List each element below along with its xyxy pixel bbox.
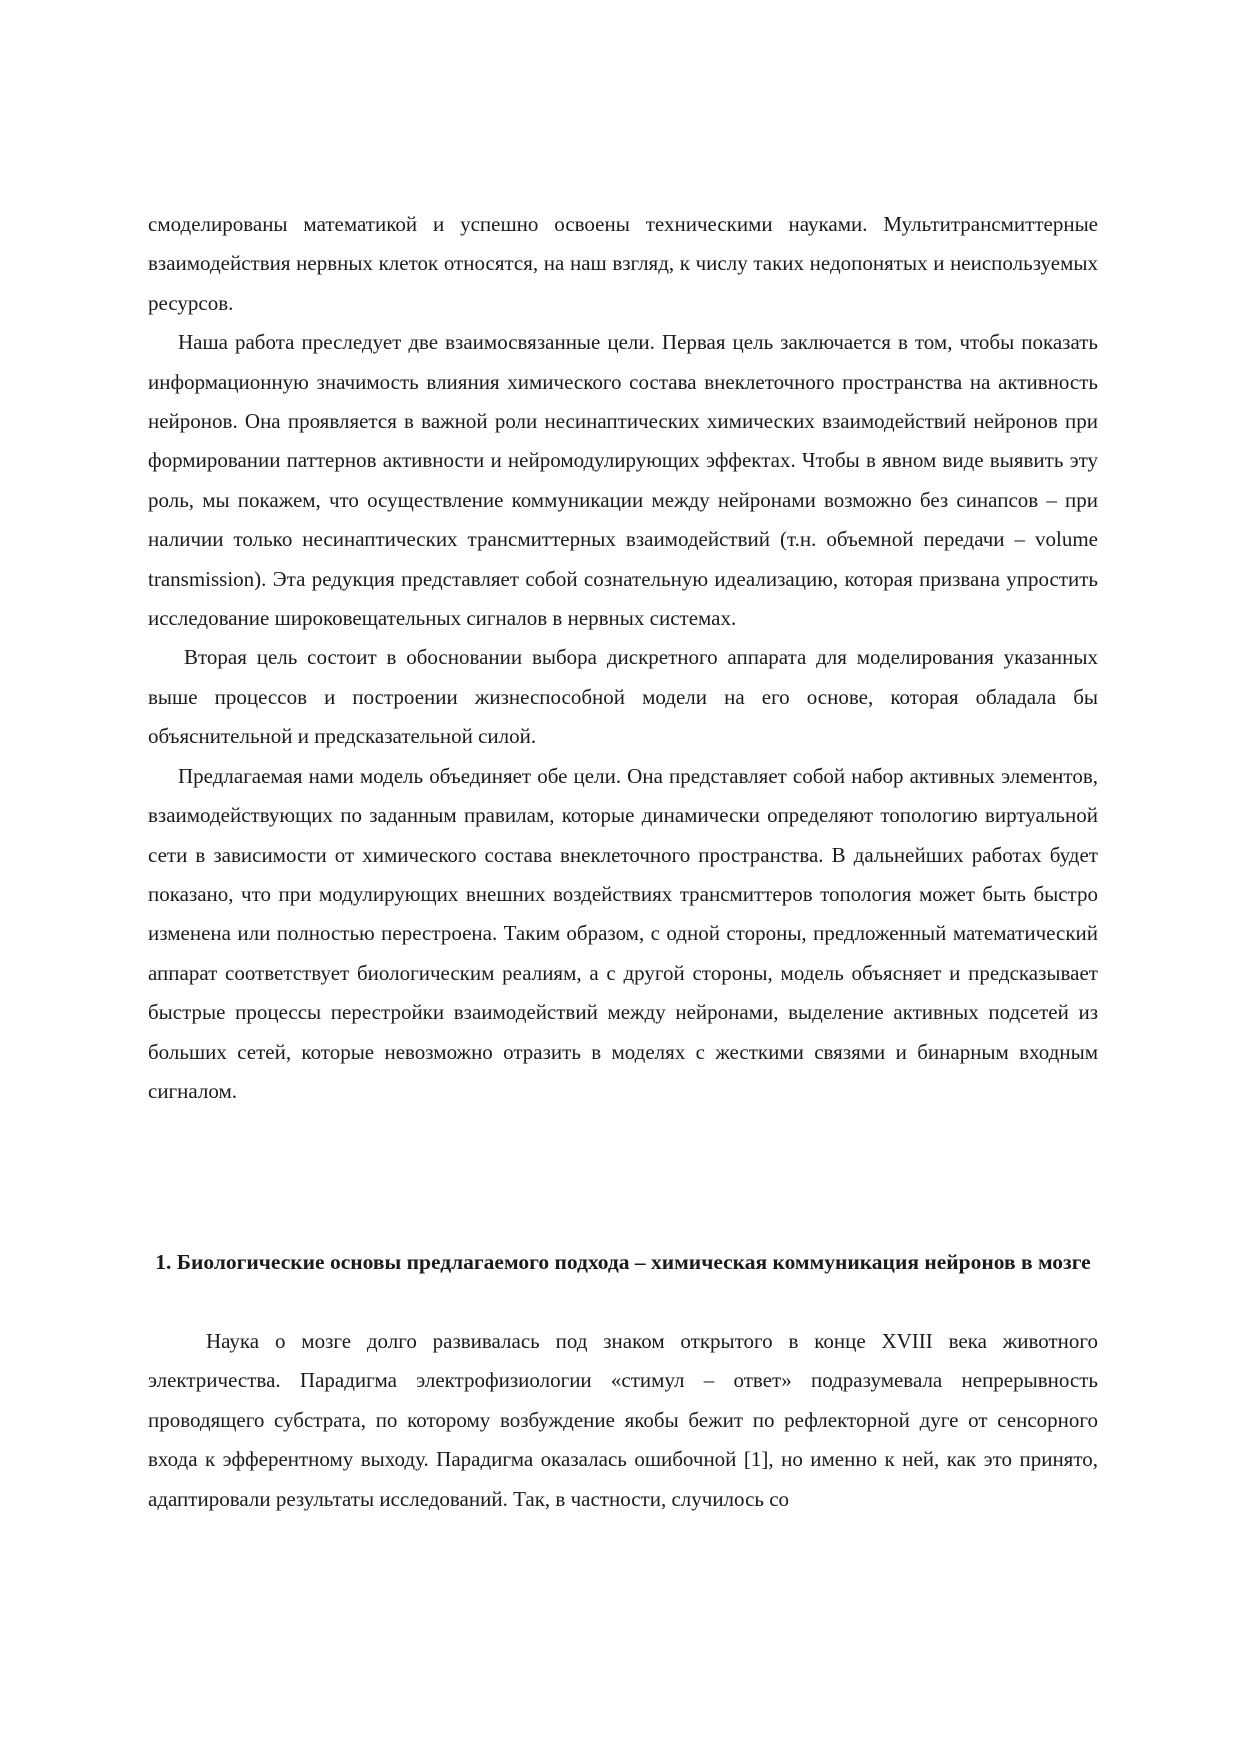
body-text-lower <box>148 1322 1098 1519</box>
paragraph-goals: Наша работа преследует две взаимосвязанные цели. Первая цель заключается в том, чтобы показать информационную значимость влияния химического состава внеклеточного пространства на активность нейронов. Она проявляется в важной роли несинаптических химических взаимодействий нейронов при формировании паттернов активности и нейромодулирующих эффектах. Чтобы в явном виде выявить эту роль, мы покажем, что осуществление коммуникации между нейронами возможно без синапсов – при наличии только несинаптических трансмиттерных взаимодействий (т.н. объемной передачи – volume transmission). Эта редукция представляет собой сознательную идеализацию, которая призвана упростить исследование широковещательных сигналов в нервных системах. <box>148 330 1098 631</box>
paragraph-model: Предлагаемая нами модель объединяет обе цели. Она представляет собой набор активных элементов, взаимодействующих по заданным правилам, которые динамически определяют топологию виртуальной сети в зависимости от химического состава внеклеточного пространства. В дальнейших работах будет показано, что при модулирующих внешних воздействиях трансмиттеров топология может быть быстро изменена или полностью перестроена. Таким образом, с одной стороны, предложенный математический аппарат соответствует биологическим реалиям, а с другой стороны, модель объясняет и предсказывает быстрые процессы перестройки взаимодействий между нейронами, выделение активных подсетей из больших сетей, которые невозможно отразить в моделях с жесткими связями и бинарным входным сигналом. <box>148 763 1098 1103</box>
paragraph-second-goal: Вторая цель состоит в обосновании выбора дискретного аппарата для моделирования указанных выше процессов и построении жизнеспособной модели на его основе, которая обладала бы объяснительной и предсказательной силой. <box>148 645 1098 749</box>
body-text-upper <box>148 205 1098 1111</box>
paragraph-section-intro: Наука о мозге долго развивалась под знаком открытого в конце XVIII века животного электричества. Парадигма электрофизиологии «стимул – ответ» подразумевала непрерывность проводящего субстрата, по которому возбуждение якобы бежит по рефлекторной дуге от сенсорного входа к эфферентному выходу. Парадигма оказалась ошибочной [1], но именно к ней, как это принято, адаптировали результаты исследований. Так, в частности, случилось со <box>148 1329 1098 1511</box>
paragraph-continuation: смоделированы математикой и успешно освоены техническими науками. Мультитрансмиттерные взаимодействия нервных клеток относятся, на наш взгляд, к числу таких недопонятых и неиспользуемых ресурсов. <box>148 212 1098 315</box>
section-heading: 1. Биологические основы предлагаемого подхода – химическая коммуникация нейронов в мозге <box>155 1250 1091 1274</box>
